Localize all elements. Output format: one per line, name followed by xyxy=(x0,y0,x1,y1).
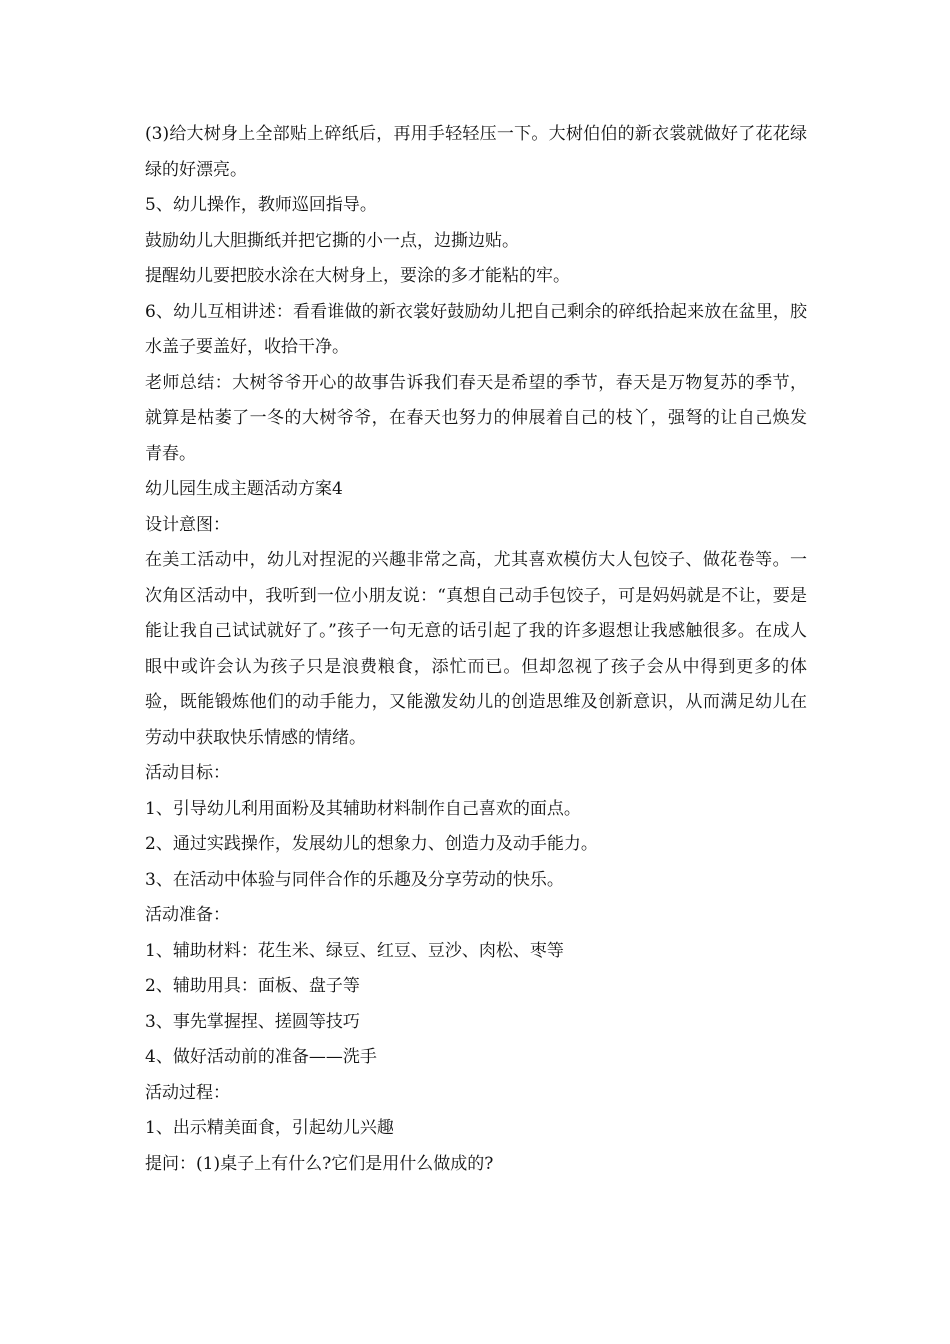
paragraph-design-intent: 在美工活动中，幼儿对捏泥的兴趣非常之高，尤其喜欢模仿大人包饺子、做花卷等。一次角区活动中，我听到一位小朋友说：“真想自己动手包饺子，可是妈妈就是不让，要是能让我自己试试就好了。”孩子一句无意的话引起了我的许多遐想让我感触很多。在成人眼中或许会认为孩子只是浪费粮食，添忙而已。但却忽视了孩子会从中得到更多的体验，既能锻炼他们的动手能力，又能激发幼儿的创造思维及创新意识，从而满足幼儿在劳动中获取快乐情感的情绪。 xyxy=(145,550,807,748)
document-body xyxy=(145,117,807,1182)
list-item-goal-2: 2、通过实践操作，发展幼儿的想象力、创造力及动手能力。 xyxy=(145,834,598,854)
list-item-prep-4: 4、做好活动前的准备——洗手 xyxy=(145,1047,377,1067)
heading-activity-goals: 活动目标： xyxy=(145,763,230,783)
list-item-prep-1: 1、辅助材料：花生米、绿豆、红豆、豆沙、肉松、枣等 xyxy=(145,940,564,961)
paragraph-encourage: 鼓励幼儿大胆撕纸并把它撕的小一点，边撕边贴。 xyxy=(145,230,519,251)
list-item-prep-2: 2、辅助用具：面板、盘子等 xyxy=(145,976,360,996)
paragraph-step-5: 5、幼儿操作，教师巡回指导。 xyxy=(145,195,377,215)
list-item-goal-3: 3、在活动中体验与同伴合作的乐趣及分享劳动的快乐。 xyxy=(145,869,564,890)
paragraph-step-6: 6、幼儿互相讲述：看看谁做的新衣裳好鼓励幼儿把自己剩余的碎纸拾起来放在盆里，胶水盖子要盖好，收拾干净。 xyxy=(145,301,807,357)
paragraph-teacher-summary: 老师总结：大树爷爷开心的故事告诉我们春天是希望的季节，春天是万物复苏的季节，就算是枯萎了一冬的大树爷爷，在春天也努力的伸展着自己的枝丫，强弩的让自己焕发青春。 xyxy=(145,372,807,464)
list-item-goal-1: 1、引导幼儿利用面粉及其辅助材料制作自己喜欢的面点。 xyxy=(145,798,581,819)
paragraph-step-3: (3)给大树身上全部贴上碎纸后，再用手轻轻压一下。大树伯伯的新衣裳就做好了花花绿绿的好漂亮。 xyxy=(145,124,807,180)
heading-design-intent: 设计意图： xyxy=(145,514,230,535)
section-title-plan-4: 幼儿园生成主题活动方案4 xyxy=(145,479,343,499)
heading-activity-preparation: 活动准备： xyxy=(145,905,230,925)
heading-activity-process: 活动过程： xyxy=(145,1082,230,1103)
list-item-prep-3: 3、事先掌握捏、搓圆等技巧 xyxy=(145,1011,360,1032)
paragraph-question: 提问：(1)桌子上有什么?它们是用什么做成的? xyxy=(145,1153,494,1174)
paragraph-remind: 提醒幼儿要把胶水涂在大树身上，要涂的多才能粘的牢。 xyxy=(145,266,570,286)
list-item-process-1: 1、出示精美面食，引起幼儿兴趣 xyxy=(145,1118,394,1138)
